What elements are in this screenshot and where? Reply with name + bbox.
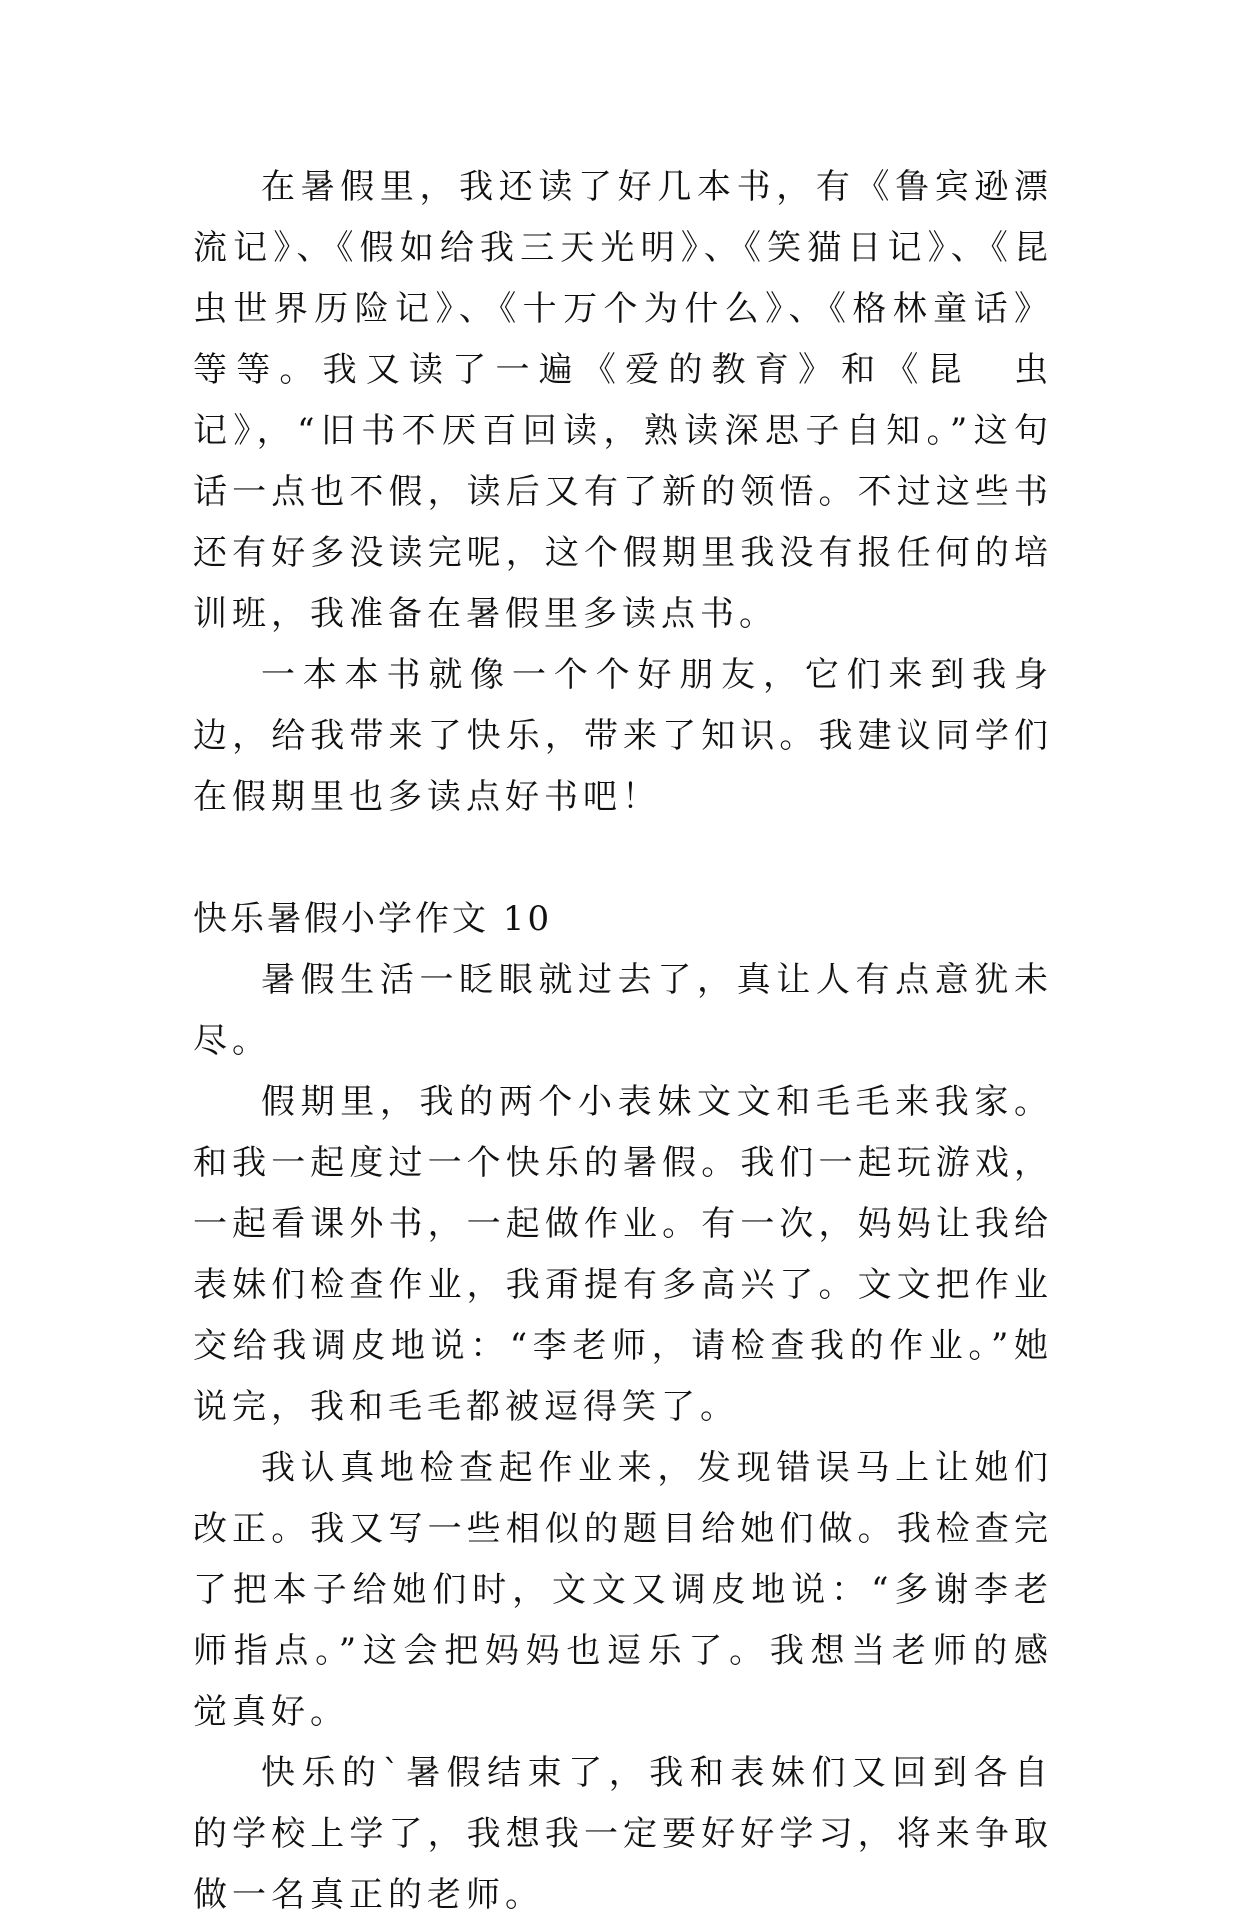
paragraph: 一本本书就像一个个好朋友，它们来到我身边，给我带来了快乐，带来了知识。我建议同学们在假期里也多读点好书吧！ bbox=[193, 655, 1053, 817]
paragraph: 在暑假里，我还读了好几本书，有《鲁宾逊漂流记》、《假如给我三天光明》、《笑猫日记》、《昆虫世界历险记》、《十万个为什么》、《格林童话》等等。我又读了一遍《爱的教育》和《昆 虫记》，“旧书不厌百回读，熟读深思子自知。”这句话一点也不假，读后又有了新的领悟。不过这些书还有好多没读完呢，这个假期里我没有报任何的培训班，我准备在暑假里多读点书。 bbox=[193, 167, 1053, 634]
paragraph: 假期里，我的两个小表妹文文和毛毛来我家。和我一起度过一个快乐的暑假。我们一起玩游戏，一起看课外书，一起做作业。有一次，妈妈让我给表妹们检查作业，我甭提有多高兴了。文文把作业交给我调皮地说：“李老师，请检查我的作业。”她说完，我和毛毛都被逗得笑了。 bbox=[193, 1082, 1053, 1427]
document-body bbox=[193, 157, 1053, 1926]
paragraph: 暑假生活一眨眼就过去了，真让人有点意犹未尽。 bbox=[193, 960, 1053, 1061]
section-spacer bbox=[193, 828, 1053, 889]
paragraph: 我认真地检查起作业来，发现错误马上让她们改正。我又写一些相似的题目给她们做。我检查完了把本子给她们时，文文又调皮地说：“多谢李老师指点。”这会把妈妈也逗乐了。我想当老师的感觉真好。 bbox=[193, 1448, 1053, 1732]
essay-title: 快乐暑假小学作文 10 bbox=[193, 899, 553, 939]
paragraph: 快乐的`暑假结束了，我和表妹们又回到各自的学校上学了，我想我一定要好好学习，将来争取做一名真正的老师。 bbox=[193, 1753, 1053, 1915]
